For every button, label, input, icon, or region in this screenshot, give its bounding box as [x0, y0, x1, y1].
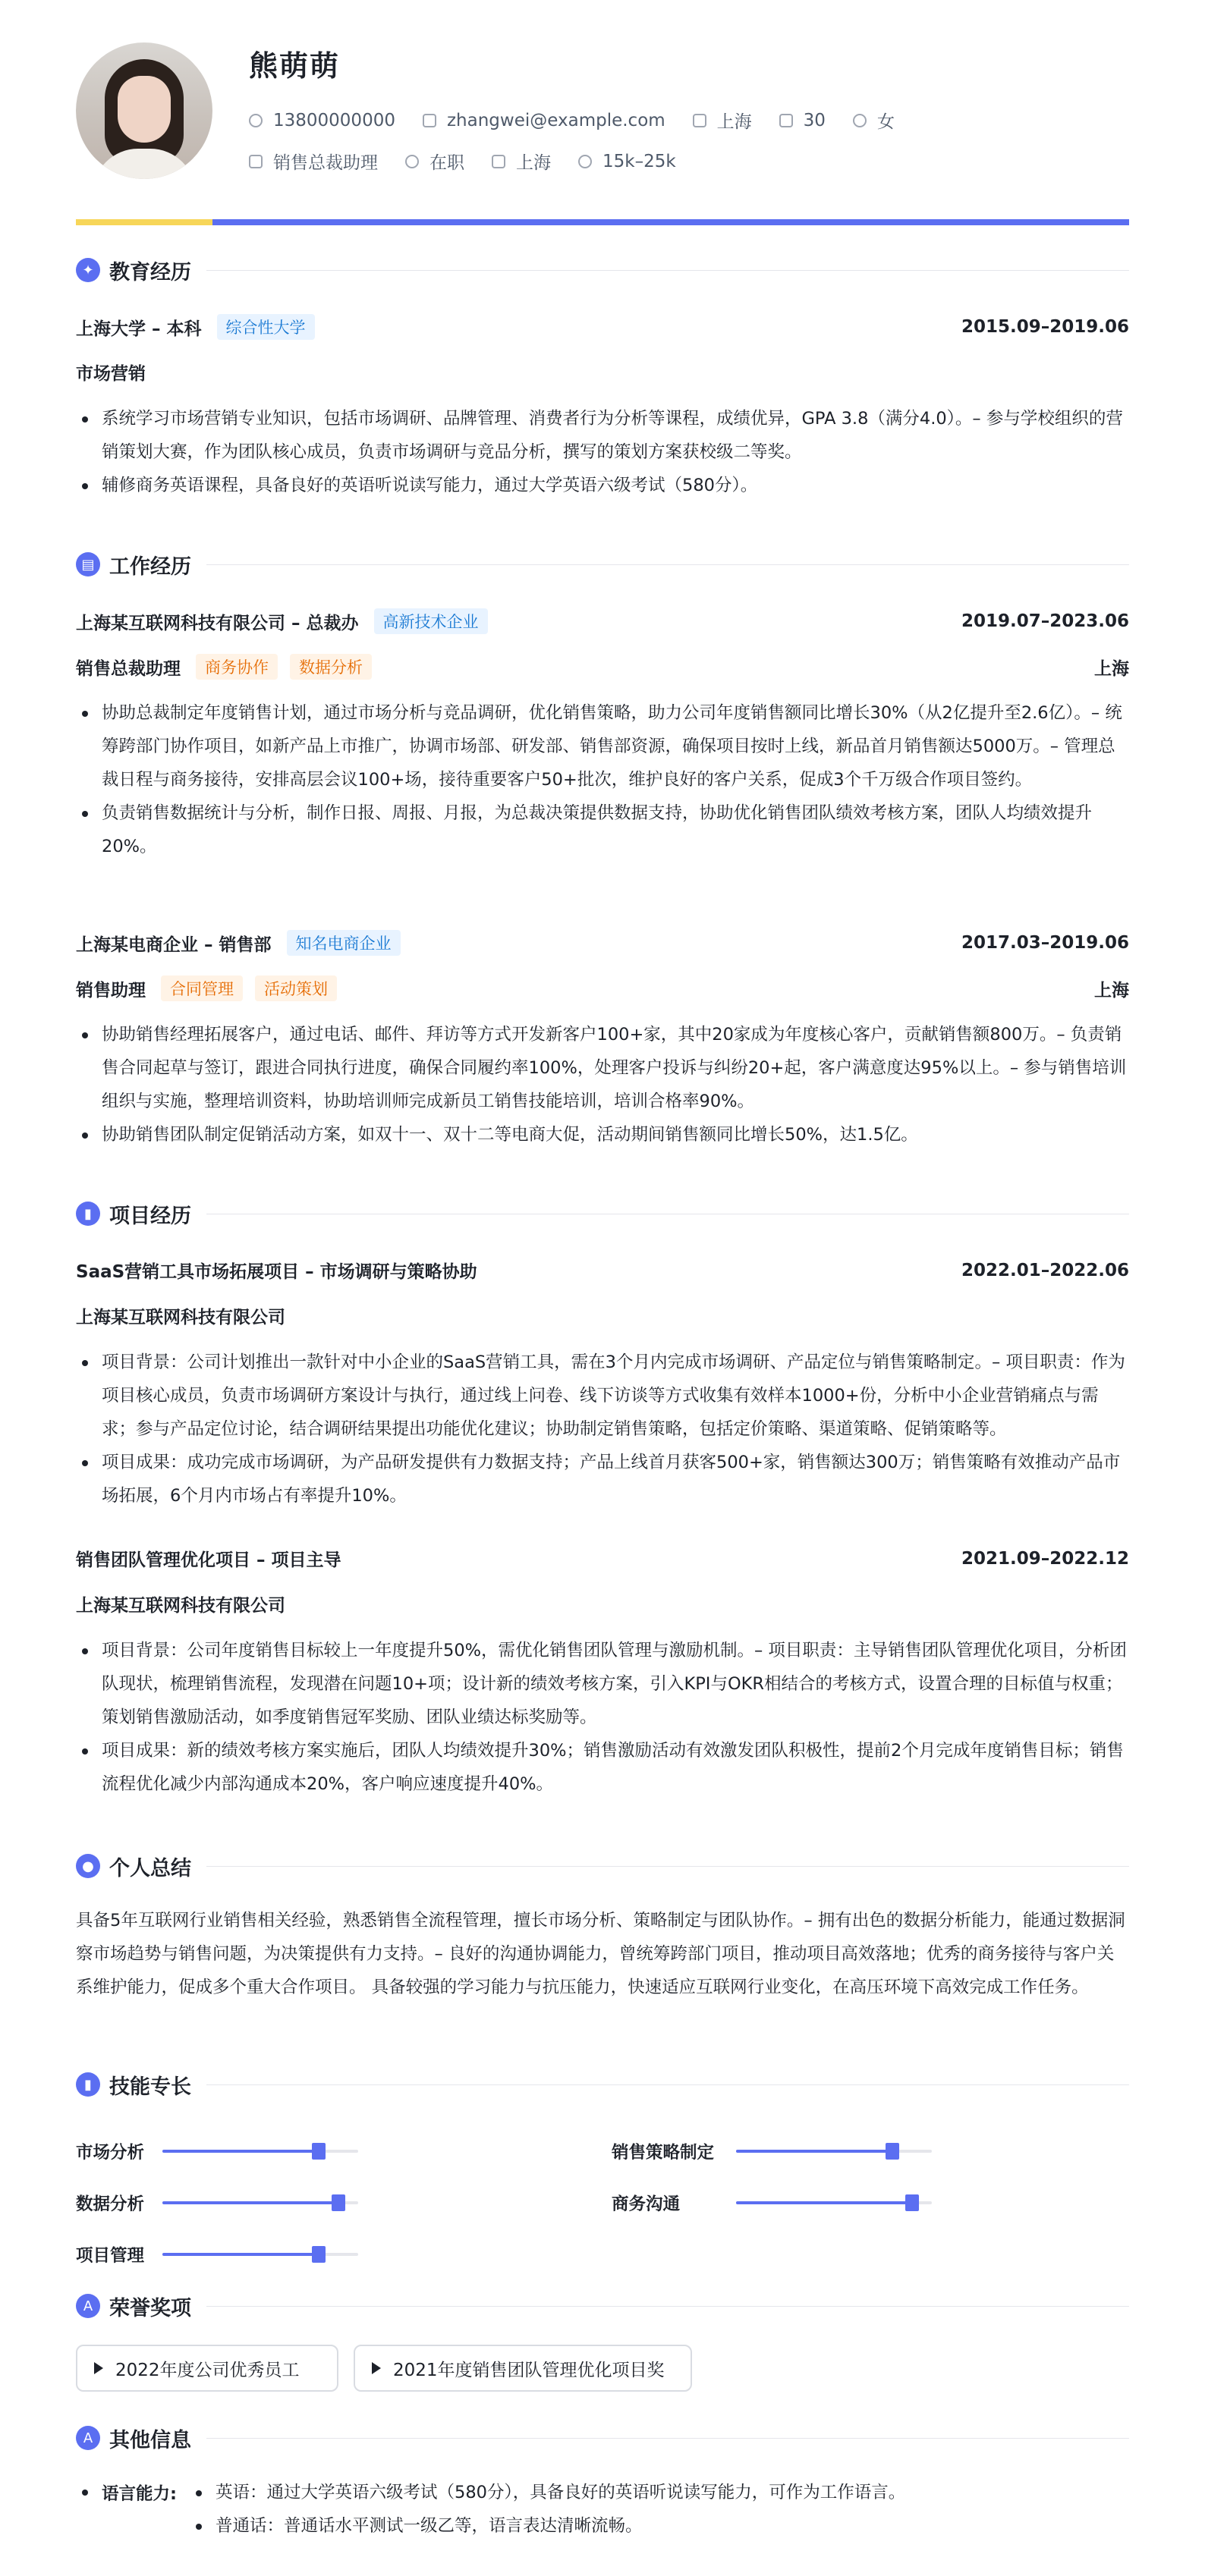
- skill-name: 项目管理: [76, 2246, 145, 2266]
- projects-section: [76, 1198, 1129, 1229]
- section-title: 技能专长: [109, 2075, 191, 2099]
- summary-section: [76, 1851, 1129, 1881]
- skill-item: [76, 2191, 358, 2215]
- project-company-row: [76, 1591, 1129, 1616]
- skill-level-bar: [736, 2201, 932, 2204]
- project-bullets: [76, 1634, 1129, 1801]
- skill-tag: 商务协作: [196, 654, 278, 680]
- skill-level-bar: [162, 2253, 358, 2256]
- skill-level-knob: [332, 2194, 345, 2211]
- list-item: 普通话：普通话水平测试一级乙等，语言表达清晰流畅。: [190, 2509, 1129, 2543]
- section-title: 荣誉奖项: [109, 2296, 191, 2320]
- city: 上海: [716, 112, 752, 132]
- language-list: [190, 2476, 1129, 2543]
- phone-icon: [249, 114, 263, 127]
- chart-icon: ▮: [76, 1202, 100, 1226]
- project-name: 销售团队管理优化项目 – 项目主导: [76, 1550, 341, 1570]
- skill-item: [76, 2139, 358, 2163]
- project-period: 2022.01–2022.06: [961, 1260, 1129, 1280]
- job-target: 销售总裁助理: [273, 153, 378, 173]
- job-bullets: [76, 696, 1129, 863]
- company-tag: 高新技术企业: [374, 608, 488, 634]
- list-item: 协助销售经理拓展客户，通过电话、邮件、拜访等方式开发新客户100+家，其中20家成为年度核心客户，贡献销售额800万。– 负责销售合同起草与签订，跟进合同执行进度，确保合同履约率100%，处理客户投诉与纠纷20+起，客户满意度达95%以上。– 参与销售培训组织与实施，整理培训资料，协助培训师完成新员工销售技能培训，培训合格率90%。: [76, 1018, 1129, 1118]
- position: 销售总裁助理: [76, 658, 181, 679]
- skill-name: 市场分析: [76, 2143, 145, 2163]
- skill-level-fill: [736, 2201, 912, 2204]
- list-item: 协助总裁制定年度销售计划，通过市场分析与竞品调研，优化销售策略，助力公司年度销售额同比增长30%（从2亿提升至2.6亿）。– 统筹跨部门协作项目，如新产品上市推广，协调市场部、研发部、销售部资源，确保项目按时上线，新品首月销售额达5000万。– 管理总裁日程与商务接待，安排高层会议100+场，接待重要客户50+批次，维护良好的客户关系，促成3个千万级合作项目签约。: [76, 696, 1129, 796]
- header-divider: [76, 219, 1129, 225]
- send-icon: [249, 155, 263, 168]
- building-icon: [492, 155, 505, 168]
- skill-level-bar: [162, 2150, 358, 2153]
- skill-level-bar: [736, 2150, 932, 2153]
- award-label: 2021年度销售团队管理优化项目奖: [393, 2360, 665, 2380]
- award-icon: A: [76, 2294, 100, 2318]
- company: 上海某电商企业 – 销售部: [76, 935, 272, 955]
- candidate-name: 熊萌萌: [249, 49, 341, 83]
- home-icon: [693, 114, 706, 127]
- salary: 15k–25k: [602, 151, 676, 171]
- email: zhangwei@example.com: [446, 110, 665, 130]
- job-location: 上海: [1094, 980, 1129, 1001]
- section-title: 工作经历: [109, 554, 191, 579]
- mail-icon: [423, 114, 436, 127]
- section-title: 个人总结: [109, 1856, 191, 1880]
- skill-level-fill: [736, 2150, 892, 2153]
- education-icon: ✦: [76, 258, 100, 282]
- target-city: 上海: [516, 153, 551, 173]
- gender-icon: [853, 114, 867, 127]
- job-bullets: [76, 1018, 1129, 1151]
- award-item: [76, 2345, 338, 2392]
- summary-text: 具备5年互联网行业销售相关经验，熟悉销售全流程管理，擅长市场分析、策略制定与团队协作。– 拥有出色的数据分析能力，能通过数据洞察市场趋势与销售问题，为决策提供有力支持。– 良好的沟通协调能力，曾统筹跨部门项目，推动项目高效落地；优秀的商务接待与客户关系维护能力，促成多个重大合作项目。 具备较强的学习能力与抗压能力，快速适应互联网行业变化，在高压环境下高效完成工作任务。: [76, 1911, 1125, 1997]
- phone: 13800000000: [273, 110, 395, 130]
- major: 市场营销: [76, 364, 146, 384]
- project-bullets: [76, 1346, 1129, 1513]
- list-item: 英语：通过大学英语六级考试（580分），具备良好的英语听说读写能力，可作为工作语言。: [190, 2476, 1129, 2509]
- skill-name: 销售策略制定: [612, 2143, 715, 2163]
- skill-item: [76, 2242, 358, 2267]
- list-item: 项目成果：新的绩效考核方案实施后，团队人均绩效提升30%；销售激励活动有效激发团队积极性，提前2个月完成年度销售目标；销售流程优化减少内部沟通成本20%，客户响应速度提升40%。: [76, 1734, 1129, 1801]
- project-header: [76, 1546, 1129, 1571]
- major-row: [76, 360, 1129, 385]
- skill-level-knob: [886, 2143, 899, 2160]
- list-item: 项目成果：成功完成市场调研，为产品研发提供有力数据支持；产品上线首月获客500+家，销售额达300万；销售策略有效推动产品市场拓展，6个月内市场占有率提升10%。: [76, 1446, 1129, 1513]
- company: 上海某互联网科技有限公司 – 总裁办: [76, 613, 359, 633]
- avatar: [76, 42, 212, 179]
- job-position-row: [76, 975, 1129, 1001]
- job-location: 上海: [1094, 658, 1129, 679]
- skill-tag: 活动策划: [255, 975, 337, 1001]
- list-item: 辅修商务英语课程，具备良好的英语听说读写能力，通过大学英语六级考试（580分）。: [76, 469, 1129, 502]
- skill-item: [612, 2191, 932, 2215]
- skill-name: 数据分析: [76, 2194, 145, 2214]
- school: 上海大学 – 本科: [76, 319, 202, 339]
- info-icon: A: [76, 2426, 100, 2450]
- skill-tag: 合同管理: [161, 975, 243, 1001]
- skills-section: [76, 2069, 1129, 2100]
- education-bullets: [76, 402, 1129, 502]
- section-title: 项目经历: [109, 1204, 191, 1228]
- skill-level-knob: [312, 2246, 326, 2263]
- skill-level-fill: [162, 2150, 319, 2153]
- project-header: [76, 1258, 1129, 1283]
- job-position-row: [76, 654, 1129, 680]
- job-status: 在职: [429, 153, 464, 173]
- project-company: 上海某互联网科技有限公司: [76, 1596, 285, 1616]
- job-header: [76, 930, 1129, 956]
- skill-level-knob: [312, 2143, 326, 2160]
- age-icon: [779, 114, 793, 127]
- salary-icon: [578, 155, 592, 168]
- project-period: 2021.09–2022.12: [961, 1548, 1129, 1569]
- education-period: 2015.09–2019.06: [961, 317, 1129, 337]
- skill-item: [612, 2139, 932, 2163]
- contact-row: [249, 108, 922, 133]
- resume-header: [76, 0, 1129, 220]
- position: 销售助理: [76, 980, 146, 1001]
- age: 30: [803, 110, 826, 130]
- language-label: [76, 2480, 177, 2505]
- list-item: 项目背景：公司年度销售目标较上一年度提升50%，需优化销售团队管理与激励机制。– 项目职责：主导销售团队管理优化项目，分析团队现状，梳理销售流程，发现潜在问题10+项；设计新的绩效考核方案，引入KPI与OKR相结合的考核方式，设置合理的目标值与权重；策划销售激励活动，如季度销售冠军奖励、团队业绩达标奖励等。: [76, 1634, 1129, 1734]
- section-title: 其他信息: [109, 2428, 191, 2452]
- award-item: [354, 2345, 692, 2392]
- awards-section: [76, 2291, 1129, 2321]
- play-icon: [372, 2362, 381, 2374]
- skill-level-bar: [162, 2201, 358, 2204]
- education-section: [76, 255, 1129, 285]
- user-icon: ●: [76, 1854, 100, 1878]
- other-section: [76, 2423, 1129, 2453]
- chart-icon: ▮: [76, 2072, 100, 2097]
- skill-tag: 数据分析: [290, 654, 372, 680]
- award-label: 2022年度公司优秀员工: [115, 2360, 300, 2380]
- skill-level-knob: [905, 2194, 919, 2211]
- company-tag: 知名电商企业: [287, 930, 401, 956]
- status-icon: [405, 155, 419, 168]
- project-name: SaaS营销工具市场拓展项目 – 市场调研与策略协助: [76, 1262, 477, 1282]
- skill-level-fill: [162, 2253, 319, 2256]
- play-icon: [94, 2362, 103, 2374]
- education-header: [76, 314, 1129, 340]
- project-company: 上海某互联网科技有限公司: [76, 1308, 285, 1327]
- list-item: 负责销售数据统计与分析，制作日报、周报、月报，为总裁决策提供数据支持，协助优化销售团队绩效考核方案，团队人均绩效提升20%。: [76, 796, 1129, 863]
- skill-level-fill: [162, 2201, 338, 2204]
- school-tag: 综合性大学: [217, 314, 315, 340]
- project-company-row: [76, 1303, 1129, 1328]
- list-item: 项目背景：公司计划推出一款针对中小企业的SaaS营销工具，需在3个月内完成市场调研、产品定位与销售策略制定。– 项目职责：作为项目核心成员，负责市场调研方案设计与执行，通过线上问卷、线下访谈等方式收集有效样本1000+份，分析中小企业营销痛点与需求；参与产品定位讨论，结合调研结果提出功能优化建议；协助制定销售策略，包括定价策略、渠道策略、促销策略等。: [76, 1346, 1129, 1446]
- list-item: 协助销售团队制定促销活动方案，如双十一、双十二等电商大促，活动期间销售额同比增长50%，达1.5亿。: [76, 1118, 1129, 1151]
- list-item: 系统学习市场营销专业知识，包括市场调研、品牌管理、消费者行为分析等课程，成绩优异，GPA 3.8（满分4.0）。– 参与学校组织的营销策划大赛，作为团队核心成员，负责市场调研与竞品分析，撰写的策划方案获校级二等奖。: [76, 402, 1129, 469]
- section-title: 教育经历: [109, 260, 191, 284]
- skill-name: 商务沟通: [612, 2194, 681, 2214]
- job-period: 2019.07–2023.06: [961, 611, 1129, 631]
- job-period: 2017.03–2019.06: [961, 933, 1129, 953]
- job-intent-row: [249, 149, 703, 174]
- gender: 女: [876, 112, 895, 132]
- work-section: [76, 549, 1129, 580]
- language-label-text: 语言能力:: [102, 2484, 177, 2504]
- job-header: [76, 608, 1129, 634]
- briefcase-icon: ▤: [76, 552, 100, 576]
